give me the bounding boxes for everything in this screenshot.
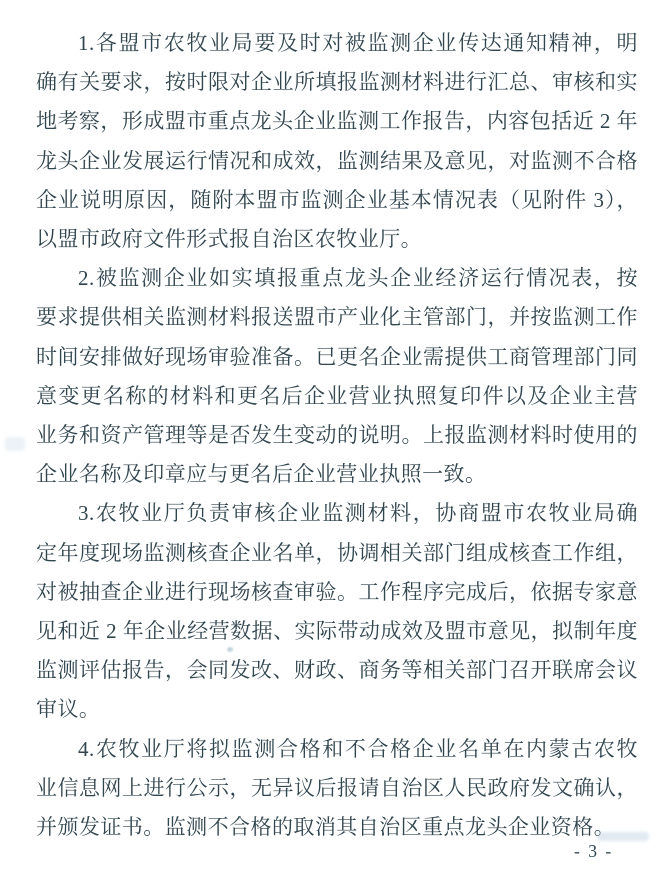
text-line: 业务和资产管理等是否发生变动的说明。上报监测材料时使用的 bbox=[36, 423, 638, 448]
text-line: 审议。 bbox=[36, 697, 101, 722]
text-line: 业信息网上进行公示，无异议后报请自治区人民政府发文确认， bbox=[36, 775, 638, 800]
page-number: - 3 - bbox=[574, 841, 614, 861]
text-line: 要求提供相关监测材料报送盟市产业化主管部门，并按监测工作 bbox=[36, 305, 638, 330]
paragraph-3 bbox=[36, 494, 638, 729]
text-line: 监测评估报告，会同发改、财政、商务等相关部门召开联席会议 bbox=[36, 658, 638, 683]
paragraph-2 bbox=[36, 259, 638, 494]
text-line: 企业说明原因，随附本盟市监测企业基本情况表（见附件 3）， bbox=[36, 187, 638, 212]
text-line: 3.农牧业厅负责审核企业监测材料，协商盟市农牧业局确 bbox=[78, 501, 638, 526]
paragraph-4 bbox=[36, 730, 638, 848]
text-line: 4.农牧业厅将拟监测合格和不合格企业名单在内蒙古农牧 bbox=[78, 736, 638, 761]
text-line: 见和近 2 年企业经营数据、实际带动成效及盟市意见，拟制年度 bbox=[36, 619, 638, 644]
text-line: 2.被监测企业如实填报重点龙头企业经济运行情况表，按 bbox=[78, 266, 638, 291]
text-line: 企业名称及印章应与更名后企业营业执照一致。 bbox=[36, 462, 487, 487]
text-line: 以盟市政府文件形式报自治区农牧业厅。 bbox=[36, 227, 423, 252]
text-line: 定年度现场监测核查企业名单，协调相关部门组成核查工作组， bbox=[36, 540, 638, 565]
text-line: 对被抽查企业进行现场核查审验。工作程序完成后，依据专家意 bbox=[36, 579, 638, 604]
text-line: 地考察，形成盟市重点龙头企业监测工作报告，内容包括近 2 年 bbox=[36, 109, 638, 134]
paragraph-1 bbox=[36, 24, 638, 259]
text-line: 1.各盟市农牧业局要及时对被监测企业传达通知精神，明 bbox=[78, 31, 638, 55]
text-line: 并颁发证书。监测不合格的取消其自治区重点龙头企业资格。 bbox=[36, 815, 616, 840]
text-line: 龙头企业发展运行情况和成效，监测结果及意见，对监测不合格 bbox=[36, 148, 638, 173]
text-line: 意变更名称的材料和更名后企业营业执照复印件以及企业主营 bbox=[36, 383, 638, 408]
text-line: 确有关要求，按时限对企业所填报监测材料进行汇总、审核和实 bbox=[36, 70, 638, 95]
text-line: 时间安排做好现场审验准备。已更名企业需提供工商管理部门同 bbox=[36, 344, 638, 369]
